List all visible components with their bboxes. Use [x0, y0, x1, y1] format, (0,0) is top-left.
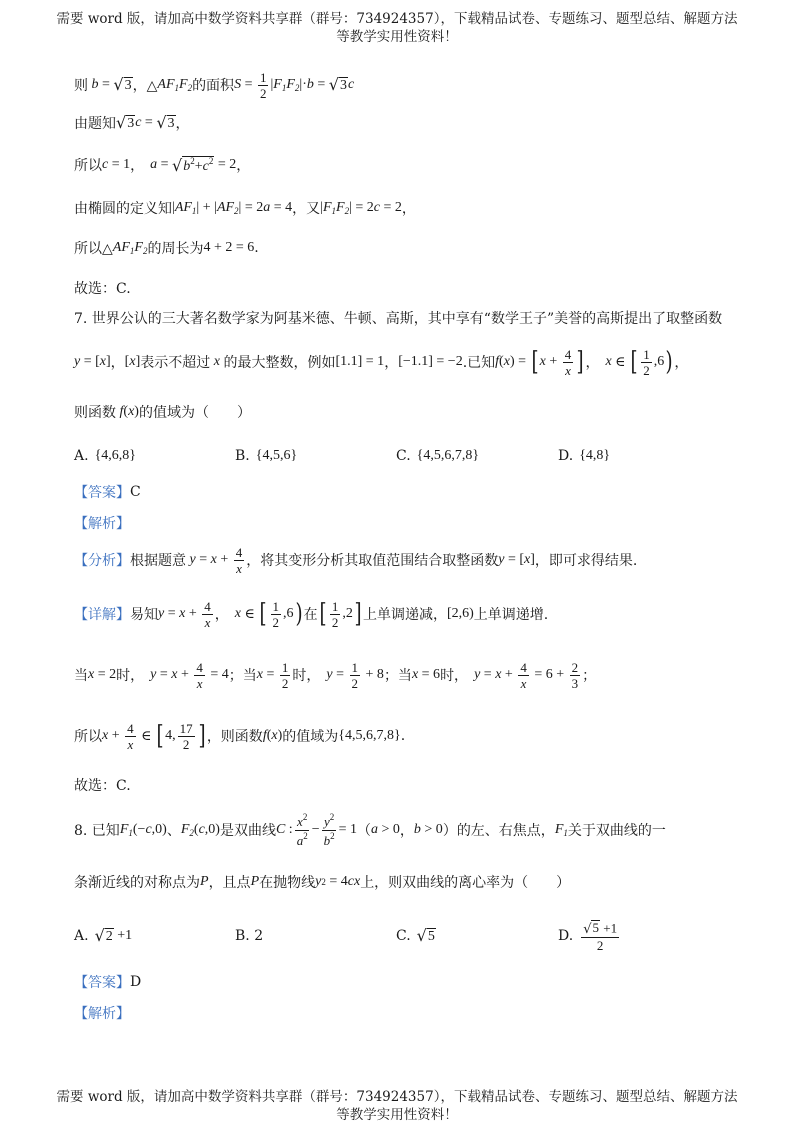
- q7-stem-line-1: 7. 世界公认的三大著名数学家为阿基米德、牛顿、高斯，其中享有“数学王子”美誉的高斯提出了取整函数: [74, 311, 723, 327]
- footer-line-2: 等教学实用性资料！: [336, 1107, 458, 1123]
- q8-option-a[interactable]: A. √ 2 +1: [74, 926, 133, 946]
- q7-stem-line-2: y = [ x ] ， [ x ] 表示不超过 x 的最大整数，例如 [1.1] = 1 ， [−1.1] = −2 .已知 f ( x ) = [ x + $\frac{4}{x}$ ] ， x ∈ [ $\frac{1}{2}$ ,6 ) ，: [74, 346, 689, 378]
- q7-detail: 【详解】 易知 y = x + $\frac{4}{x}$ ， x ∈ [ $\frac{1}{2}$ ,6 ) 在 [ $\frac{1}{2}$ ,2 ] 上单调递减， [2,6) 上单调递增.: [74, 598, 549, 630]
- q8-option-b[interactable]: B. 2: [235, 928, 264, 944]
- q7-option-b[interactable]: B. {4,5,6}: [235, 448, 298, 464]
- footer-line-1: 需要 word 版，请加高中数学资料共享群（群号：734924357），下载精品试卷、专题练习、题型总结、解题方法: [56, 1089, 738, 1105]
- sol6-line-1: 则 b = √ 3 ，△ $AF_1F_2$ 的面积 S = $\frac{1}{2}$ | $F_1F_2$ |· b = √ 3 c: [74, 69, 355, 101]
- answer-value: C: [130, 484, 141, 500]
- sol6-line-2: 由题知 √ 3 c = √ 3 ，: [74, 113, 190, 133]
- q7-analysis-tag: 【解析】: [74, 516, 130, 532]
- q7-fenxi: 【分析】 根据题意 y = x + $\frac{4}{x}$ ，将其变形分析其取值范围结合取整函数 y = [ x ] ，即可求得结果.: [74, 544, 638, 576]
- q7-option-c[interactable]: C. {4,5,6,7,8}: [396, 448, 480, 464]
- q8-stem-line-1: 8. 已知 $F_1$ (− c ,0) 、 $F_2$ ( c ,0) 是双曲线 C : $\frac{x^2}{a^2}$ − $\frac{y^2}{b^2}$ = 1 （ a > 0 ， b > 0 ） 的左、右焦点， $F_1$ 关于双曲线的一: [74, 811, 666, 848]
- q8-option-c[interactable]: C. √ 5: [396, 926, 435, 946]
- header-line-1: 需要 word 版，请加高中数学资料共享群（群号：734924357），下载精品试卷、专题练习、题型总结、解题方法: [56, 11, 738, 27]
- q8-analysis-tag: 【解析】: [74, 1006, 130, 1022]
- q7-option-d[interactable]: D. {4,8}: [558, 448, 611, 464]
- q8-option-d[interactable]: D. √ 5 +1 2: [558, 920, 618, 953]
- answer-tag: 【答案】: [74, 485, 130, 501]
- q7-option-a[interactable]: A. {4,6,8}: [74, 448, 137, 464]
- q7-option-d-value: {4,8}: [579, 448, 611, 463]
- sol6-line-3: 所以 c = 1 ， a = √ $b^2+c^2$ = 2 ，: [74, 155, 251, 176]
- sol6-line-5: 所以△ $AF_1F_2$ 的周长为 4 + 2 = 6 .: [74, 240, 259, 257]
- page-footer: [0, 1088, 794, 1124]
- q7-stem-line-3: 则函数 f ( x ) 的值域为（ ）: [74, 404, 251, 421]
- page-header: [0, 10, 794, 46]
- sol6-choice: 故选：C.: [74, 281, 131, 297]
- sol6-line-4: 由椭圆的定义知 | $AF_1$ | + | $AF_2$ | = 2 a = 4 ，又 | $F_1F_2$ | = 2 c = 2 ，: [74, 200, 416, 217]
- answer-value: D: [130, 974, 142, 990]
- q7-option-b-value: {4,5,6}: [255, 448, 298, 463]
- q7-so: 所以 x + $\frac{4}{x}$ ∈ [ 4, $\frac{17}{2}$ ] ，则函数 f ( x ) 的值域为 {4,5,6,7,8} .: [74, 720, 406, 752]
- q7-choice: 故选：C.: [74, 778, 131, 794]
- q7-when: 当 x = 2 时， y = x + $\frac{4}{x}$ = 4 ；当 x = $\frac{1}{2}$ 时， y = $\frac{1}{2}$ + 8 ；当 x = 6 时， y = x + $\frac{4}{x}$ = 6 + $\frac{2}{3}$ ；: [74, 659, 597, 691]
- q8-stem-line-2: 条渐近线的对称点为 P ，且点 P 在抛物线 y 2 = 4 cx 上，则双曲线的离心率为（ ）: [74, 874, 571, 891]
- q7-option-a-value: {4,6,8}: [94, 448, 137, 463]
- q7-option-c-value: {4,5,6,7,8}: [416, 448, 480, 463]
- header-line-2: 等教学实用性资料！: [336, 29, 458, 45]
- answer-tag: 【答案】: [74, 975, 130, 991]
